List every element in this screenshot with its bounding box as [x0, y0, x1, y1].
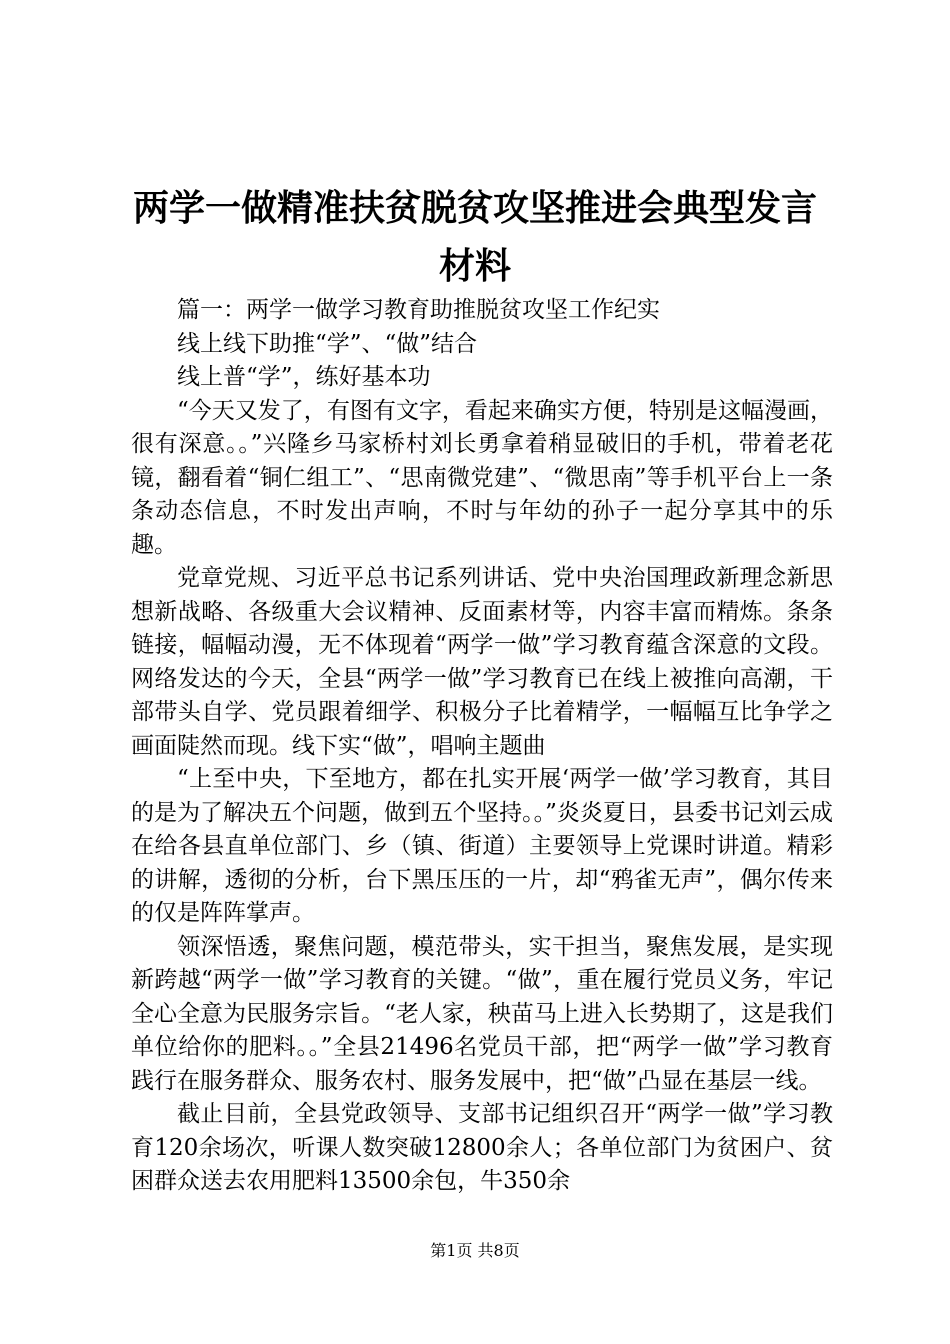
body-paragraph: “今天又发了，有图有文字，看起来确实方便，特别是这幅漫画，很有深意。。”兴隆乡马家桥村刘长勇拿着稍显破旧的手机，带着老花镜，翻看着“铜仁组工”、“思南微党建”、“微思南”等手机平台上一条条动态信息，不时发出声响，不时与年幼的孙子一起分享其中的乐趣。	[131, 397, 833, 558]
page-footer: 第1页 共8页	[430, 1241, 520, 1260]
body-paragraph: 党章党规、习近平总书记系列讲话、党中央治国理政新理念新思想新战略、各级重大会议精神、反面素材等，内容丰富而精炼。条条链接，幅幅动漫，无不体现着“两学一做”学习教育蕴含深意的文段。网络发达的今天，全县“两学一做”学习教育已在线上被推向高潮，干部带头自学、党员跟着细学、积极分子比着精学，一幅幅互比争学之画面陡然而现。线下实“做”，唱响主题曲	[131, 565, 833, 759]
body-paragraph: 领深悟透，聚焦问题，模范带头，实干担当，聚焦发展，是实现新跨越“两学一做”学习教育的关键。“做”，重在履行党员义务，牢记全心全意为民服务宗旨。“老人家，秧苗马上进入长势期了，这是我们单位给你的肥料。。”全县21496名党员干部，把“两学一做”学习教育践行在服务群众、服务农村、服务发展中，把“做”凸显在基层一线。	[131, 933, 833, 1094]
document-body	[131, 294, 833, 1199]
subheading: 线上线下助推“学”、“做”结合	[177, 330, 478, 357]
subheading: 线上普“学”，练好基本功	[177, 364, 431, 390]
section-heading: 篇一：两学一做学习教育助推脱贫攻坚工作纪实	[177, 297, 660, 323]
document-title: 两学一做精准扶贫脱贫攻坚推进会典型发言材料	[132, 188, 817, 287]
body-paragraph: 截止目前，全县党政领导、支部书记组织召开“两学一做”学习教育120余场次，听课人数突破12800余人；各单位部门为贫困户、贫困群众送去农用肥料13500余包，牛350余	[131, 1101, 833, 1194]
body-paragraph: “上至中央，下至地方，都在扎实开展‘两学一做’学习教育，其目的是为了解决五个问题，做到五个坚持。。”炎炎夏日，县委书记刘云成在给各县直单位部门、乡（镇、街道）主要领导上党课时讲道。精彩的讲解，透彻的分析，台下黑压压的一片，却“鸦雀无声”，偶尔传来的仅是阵阵掌声。	[131, 766, 833, 926]
